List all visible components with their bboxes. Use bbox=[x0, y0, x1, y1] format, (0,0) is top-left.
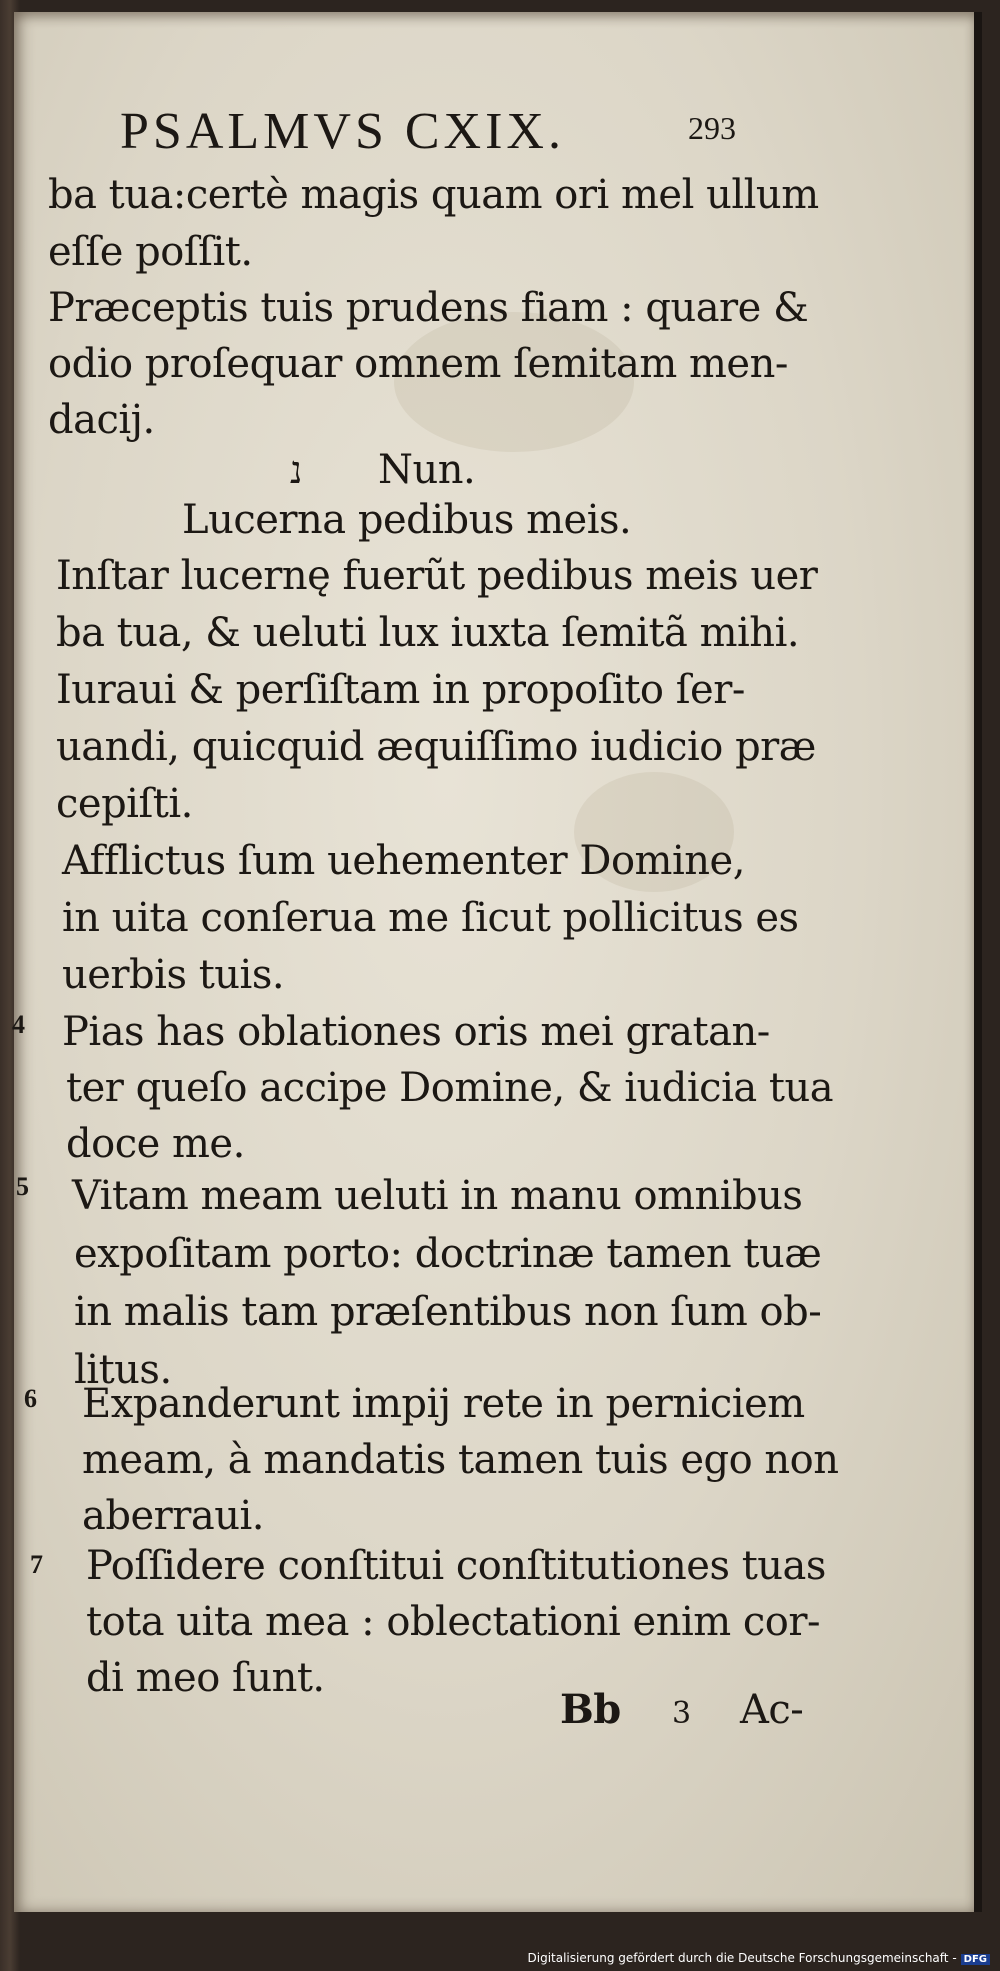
section-letter-name: Nun. bbox=[378, 447, 476, 493]
verse-line: uerbis tuis. bbox=[62, 952, 285, 998]
section-incipit: Lucerna pedibus meis. bbox=[182, 497, 632, 543]
verse-line: di meo ſunt. bbox=[86, 1655, 325, 1701]
body-line: ba tua:certè magis quam ori mel ullum bbox=[48, 172, 819, 218]
verse-line: doce me. bbox=[66, 1121, 245, 1167]
body-line: Præceptis tuis prudens fiam : quare & bbox=[48, 285, 809, 331]
verse-line: ter queſo accipe Domine, & iudicia tua bbox=[66, 1065, 834, 1111]
body-line: dacij. bbox=[48, 397, 155, 443]
body-line: odio proſequar omnem ſemitam men- bbox=[48, 341, 788, 387]
verse-line: cepiſti. bbox=[56, 781, 193, 827]
signature-number: 3 bbox=[672, 1696, 691, 1731]
verse-line: Afflictus ſum uehementer Domine, bbox=[62, 838, 745, 884]
digitization-credit bbox=[528, 1951, 991, 1965]
verse-line: litus. bbox=[74, 1347, 172, 1393]
verse-line: aberraui. bbox=[82, 1493, 264, 1539]
body-line: eſſe poſſit. bbox=[48, 229, 253, 275]
verse-line: uandi, quicquid æquiſſimo iudicio præ bbox=[56, 724, 816, 770]
verse-line: in malis tam præſentibus non ſum ob- bbox=[74, 1289, 822, 1335]
verse-line: Poſſidere conſtitui conſtitutiones tuas bbox=[86, 1543, 826, 1589]
verse-number: 4 bbox=[12, 1010, 25, 1039]
credit-text: Digitalisierung gefördert durch die Deutsche Forschungsgemeinschaft - bbox=[527, 1951, 957, 1965]
page-number: 293 bbox=[688, 110, 736, 146]
hebrew-letter: נ bbox=[290, 448, 302, 492]
verse-number: 6 bbox=[24, 1384, 37, 1413]
verse-number: 5 bbox=[16, 1172, 29, 1201]
verse-line: Expanderunt impij rete in perniciem bbox=[82, 1381, 805, 1427]
running-head: PSALMVS CXIX. bbox=[120, 103, 565, 160]
verse-line: ba tua, & ueluti lux iuxta ſemitã mihi. bbox=[56, 610, 800, 656]
verse-line: in uita conſerua me ſicut pollicitus es bbox=[62, 895, 799, 941]
verse-number: 7 bbox=[30, 1550, 43, 1579]
verse-line: tota uita mea : oblectationi enim cor- bbox=[86, 1599, 821, 1645]
verse-line: expoſitam porto: doctrinæ tamen tuæ bbox=[74, 1231, 822, 1277]
verse-line: Vitam meam ueluti in manu omnibus bbox=[72, 1173, 803, 1219]
dfg-badge: DFG bbox=[961, 1954, 990, 1965]
verse-line: Iuraui & perſiſtam in propoſito ſer- bbox=[56, 667, 745, 713]
catchword: Ac- bbox=[740, 1687, 804, 1733]
verse-line: Inſtar lucernę fuerũt pedibus meis uer bbox=[56, 553, 818, 599]
signature-mark: Bb bbox=[560, 1686, 621, 1733]
verse-line: meam, à mandatis tamen tuis ego non bbox=[82, 1437, 839, 1483]
verse-line: Pias has oblationes oris mei gratan- bbox=[62, 1009, 770, 1055]
